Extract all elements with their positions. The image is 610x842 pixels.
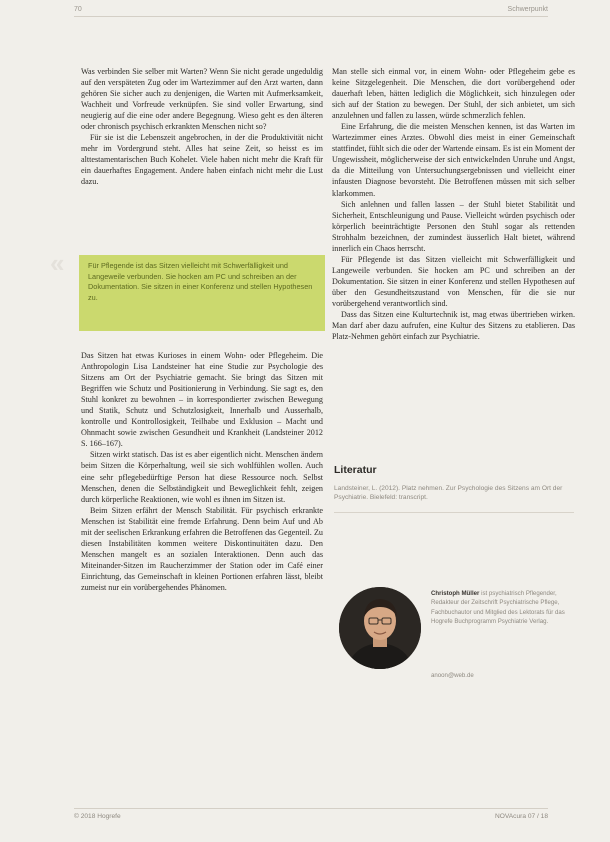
author-bio-text: ist psychiatrisch Pflegender, Redakteur der Zeitschrift Psychiatrische Pflege, Fachbuchautor und Mitglied des Lektorats für das Hogrefe Buchprogramm Psychiatrie Verlag.: [431, 590, 565, 626]
left-column-top: [81, 66, 323, 188]
page-number: 70: [74, 6, 82, 13]
header-rule: [74, 16, 548, 17]
author-bio: [431, 589, 571, 627]
paragraph: Für Pflegende ist das Sitzen vielleicht mit Schwerfälligkeit und Langeweile verbunden. Sie hocken am PC und schreiben an der Dokumentation. Sie sitzen in einer Konferenz und stellen Hypothesen auf über den Gesundheitszustand von Menschen, für die sie nur vorübergehend verantwortlich sind.: [332, 254, 575, 308]
paragraph: Man stelle sich einmal vor, in einem Wohn- oder Pflegeheim gebe es keine Sitzgelegenheit. Die Menschen, die dort vorübergehend oder dauerhaft leben, hätten lediglich die Möglichkeit, sich hinzulegen oder sich auf der Station zu bewegen. Der Stuhl, der sich anbietet, um sich anzulehnen und fallen zu lassen, würde schmerzlich fehlen.: [332, 67, 575, 121]
paragraph: Beim Sitzen erfährt der Mensch Stabilität. Für psychisch erkrankte Menschen ist Stabilität eine fremde Erfahrung. Denn beim Auf und Ab mit der seelischen Erkrankung erfahren die Betroffenen das Gegenteil. Zu diesen Instabilitäten kommen weitere Diskontinuitäten dazu. Den Menschen mangelt es an sozialen Interaktionen. Denn auch das Miteinander-Sitzen im Raucherzimmer der Station oder im Café einer Einrichtung, das Gemeinschaft in kleinen Portionen erfahren lässt, bleibt zumeist nur ein vorübergehendes Phänomen.: [81, 505, 323, 592]
footer-copyright: © 2018 Hogrefe: [74, 813, 121, 820]
footer-issue: NOVAcura 07 / 18: [494, 813, 548, 820]
paragraph: Sich anlehnen und fallen lassen – der Stuhl bietet Stabilität und Sicherheit, Entschleunigung und Pause. Vielleicht würden psychisch oder körperlich beeinträchtigte Personen den Stuhl sogar als rettenden Strohhalm bezeichnen, der zumindest äusserlich Halt bietet, während innerlich ein Chaos herrscht.: [332, 199, 575, 253]
author-name: Christoph Müller: [431, 590, 480, 597]
paragraph: Eine Erfahrung, die die meisten Menschen kennen, ist das Warten im Wartezimmer eines Arztes. Obwohl dies meist in einer Gemeinschaft stattfindet, fühlt sich die oder der Wartende einsam. Es ist ein Moment der Ungewissheit, möglicherweise der sich entwickelnden Unruhe und Angst, da die Mitteilung von Untersuchungsergebnissen und vielleicht einer infausten Diagnose bevorsteht. Die Betroffenen müssen mit sich selber klarkommen.: [332, 122, 575, 198]
right-column: [332, 66, 575, 342]
section-label: Schwerpunkt: [507, 6, 548, 13]
paragraph: Was verbinden Sie selber mit Warten? Wenn Sie nicht gerade ungeduldig auf den verspäteten Zug oder im Wartezimmer auf den Arzt warten, dann gehören Sie sicher auch zu denjenigen, die Warten mit Aufmerksamkeit, Wachheit und Vorfreude verknüpfen. Sie sind voller Erwartung, sind neugierig auf die eine oder andere Begegnung. Wieso geht es den älteren oder chronisch psychisch erkrankten Menschen nicht so?: [81, 67, 323, 132]
literature-rule: [334, 512, 574, 513]
portrait-image: [339, 587, 421, 669]
literature-entry: Landsteiner, L. (2012). Platz nehmen. Zur Psychologie des Sitzens am Ort der Psychiatrie. Bielefeld: transcript.: [334, 485, 563, 502]
paragraph: Für sie ist die Lebenszeit angebrochen, in der die Produktivität nicht mehr im Vordergrund steht. Alles hat seine Zeit, so heisst es im alttestamentarischen Buch Kohelet. Viele haben nicht mehr die Kraft für ein dauerhaftes Engagement. Andere haben einfach nicht mehr die Lust dazu.: [81, 133, 323, 187]
decorative-quote-mark: «: [50, 248, 65, 278]
paragraph: Das Sitzen hat etwas Kurioses in einem Wohn- oder Pflegeheim. Die Anthropologin Lisa Landsteiner hat eine Studie zur Psychologie des Sitzens am Ort der Psychiatrie gemacht. Sie bringt das Sitzen mit Begriffen wie Schutz und Positionierung in Verbindung. Sie sagt es, den Stuhl konkret zu bewohnen – in korrespondierter zwischen Bewegung und Statik, Schutz und Schutzlosigkeit, Innerhalb und Ausserhalb, kontrolle und Kontrollosigkeit, Teilhabe und Exklusion – Macht und Ohnmacht sowie zwischen Gesundheit und Krankheit (Landsteiner 2012 S. 166–167).: [81, 351, 323, 449]
literature-heading: Literatur: [334, 464, 377, 476]
paragraph: Sitzen wirkt statisch. Das ist es aber eigentlich nicht. Menschen ändern beim Sitzen die Körperhaltung, weil sie sich wohlfühlen wollen. Auch eine sehr pflegebedürftige Person hat diese Ressource noch. Selbst Menschen, denen die Selbständigkeit und Beweglichkeit fehlt, zeigen durch körperliche Reaktionen, wie wohl es ihnen im Sitzen ist.: [81, 450, 323, 504]
author-portrait: [339, 587, 421, 669]
paragraph: Dass das Sitzen eine Kulturtechnik ist, mag etwas übertrieben wirken. Man darf aber dazu aufrufen, eine Kultur des Sitzens zu etablieren. Das Platz-Nehmen gehört einfach zur Psychiatrie.: [332, 310, 575, 342]
pull-quote: Für Pflegende ist das Sitzen vielleicht mit Schwerfälligkeit und Langeweile verbunden. Sie hocken am PC und schreiben an der Dokumentation. Sie sitzen in einer Konferenz und stellen Hypothesen zu.: [79, 255, 325, 331]
footer-rule: [74, 808, 548, 809]
author-email[interactable]: anoon@web.de: [431, 672, 474, 679]
left-column-bottom: [81, 350, 323, 593]
